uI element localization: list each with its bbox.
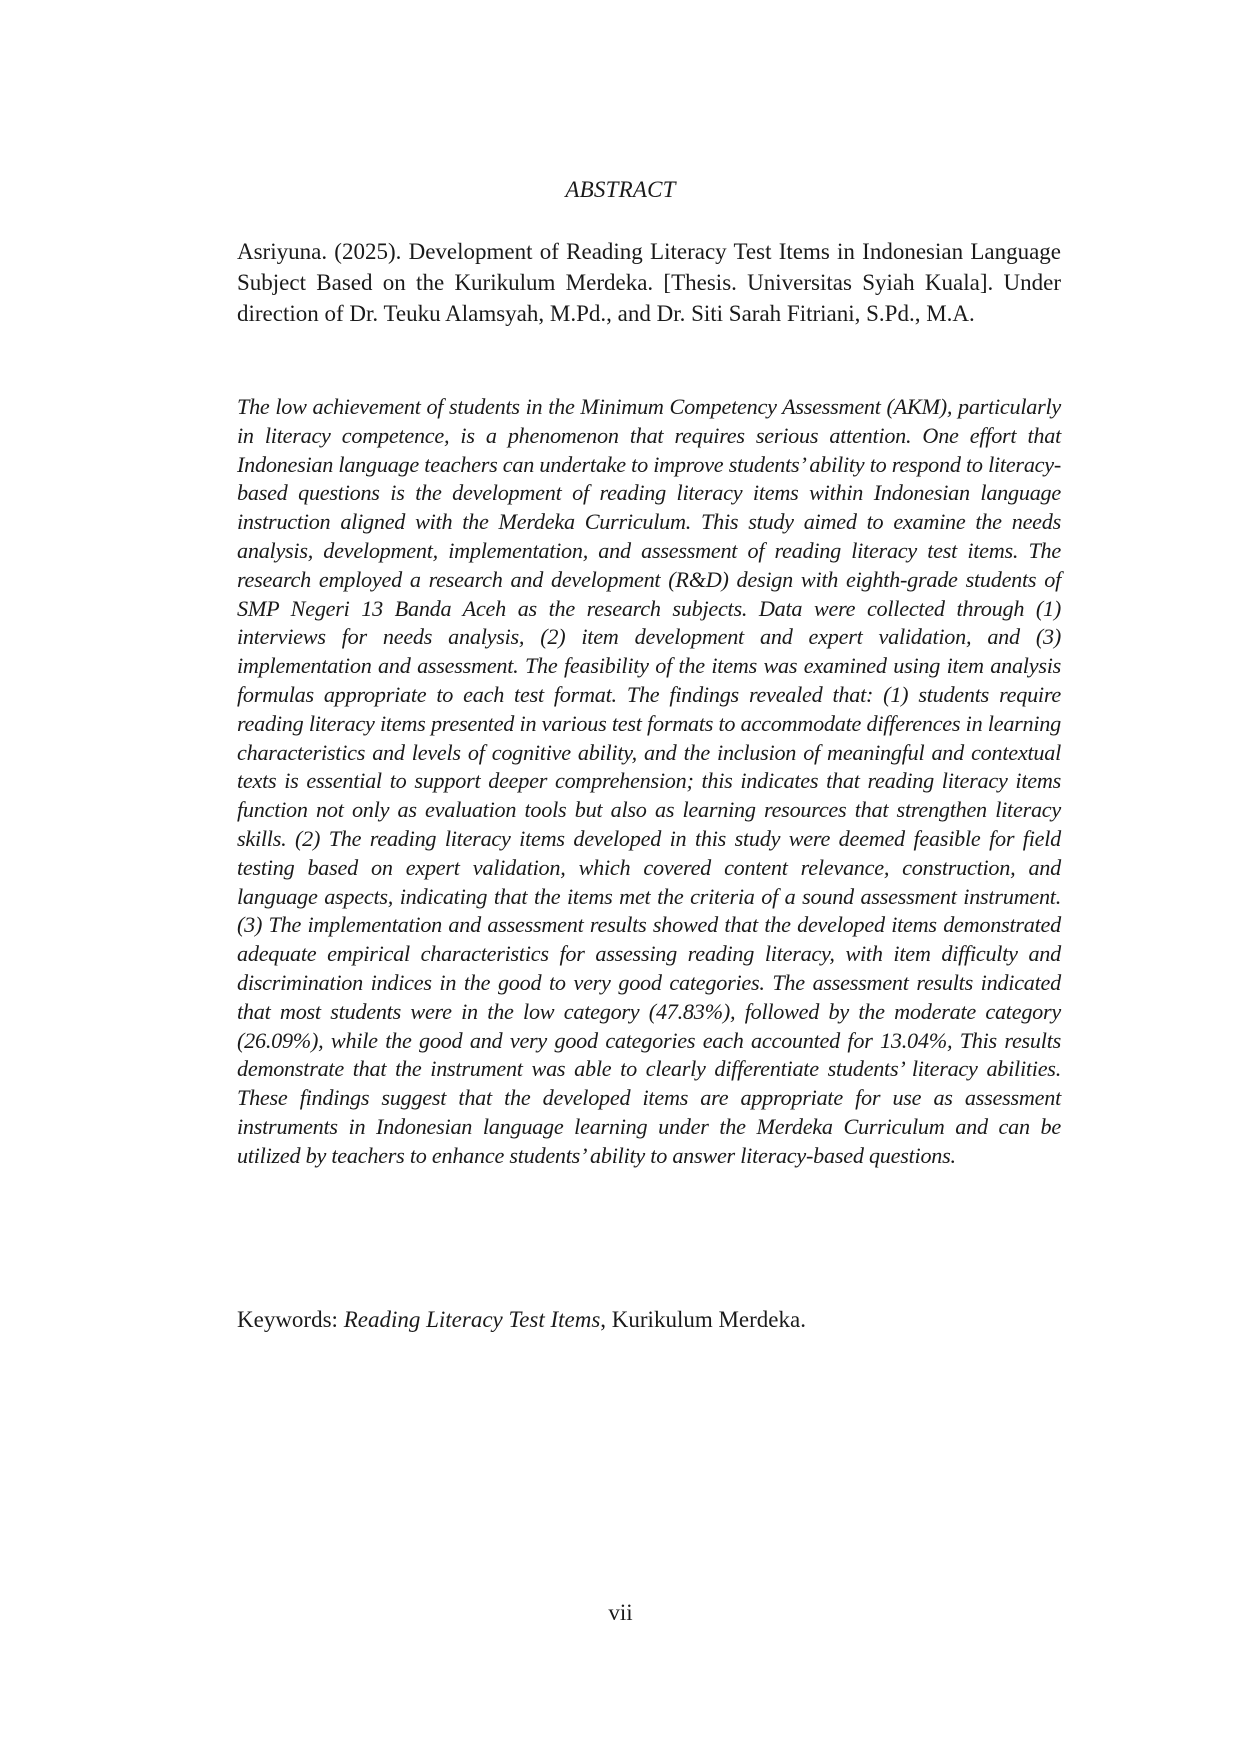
keywords-line [237, 1305, 1061, 1335]
abstract-body: The low achievement of students in the Minimum Competency Assessment (AKM), particularly in literacy competence, is a phenomenon that requires serious attention. One effort that Indonesian language teachers can undertake to improve students’ ability to respond to literacy-based questions is the development of reading literacy items within Indonesian language instruction aligned with the Merdeka Curriculum. This study aimed to examine the needs analysis, development, implementation, and assessment of reading literacy test items. The research employed a research and development (R&D) design with eighth-grade students of SMP Negeri 13 Banda Aceh as the research subjects. Data were collected through (1) interviews for needs analysis, (2) item development and expert validation, and (3) implementation and assessment. The feasibility of the items was examined using item analysis formulas appropriate to each test format. The findings revealed that: (1) students require reading literacy items presented in various test formats to accommodate differences in learning characteristics and levels of cognitive ability, and the inclusion of meaningful and contextual texts is essential to support deeper comprehension; this indicates that reading literacy items function not only as evaluation tools but also as learning resources that strengthen literacy skills. (2) The reading literacy items developed in this study were deemed feasible for field testing based on expert validation, which covered content relevance, construction, and language aspects, indicating that the items met the criteria of a sound assessment instrument. (3) The implementation and assessment results showed that the developed items demonstrated adequate empirical characteristics for assessing reading literacy, with item difficulty and discrimination indices in the good to very good categories. The assessment results indicated that most students were in the low category (47.83%), followed by the moderate category (26.09%), while the good and very good categories each accounted for 13.04%, This results demonstrate that the instrument was able to clearly differentiate students’ literacy abilities. These findings suggest that the developed items are appropriate for use as assessment instruments in Indonesian language learning under the Merdeka Curriculum and can be utilized by teachers to enhance students’ ability to answer literacy-based questions. [237, 394, 1061, 1168]
page-number: vii [608, 1600, 633, 1625]
keyword-italic-term: Reading Literacy Test Items [343, 1307, 601, 1332]
thesis-citation: Asriyuna. (2025). Development of Reading Literacy Test Items in Indonesian Language Subject Based on the Kurikulum Merdeka. [Thesis. Universitas Syiah Kuala]. Under direction of Dr. Teuku Alamsyah, M.Pd., and Dr. Siti Sarah Fitriani, S.Pd., M.A. [237, 239, 1061, 326]
keywords-label: Keywords: [237, 1307, 344, 1332]
abstract-heading: ABSTRACT [565, 177, 676, 202]
keywords-separator: , [600, 1307, 612, 1332]
keyword-plain-term: Kurikulum Merdeka. [611, 1307, 806, 1332]
